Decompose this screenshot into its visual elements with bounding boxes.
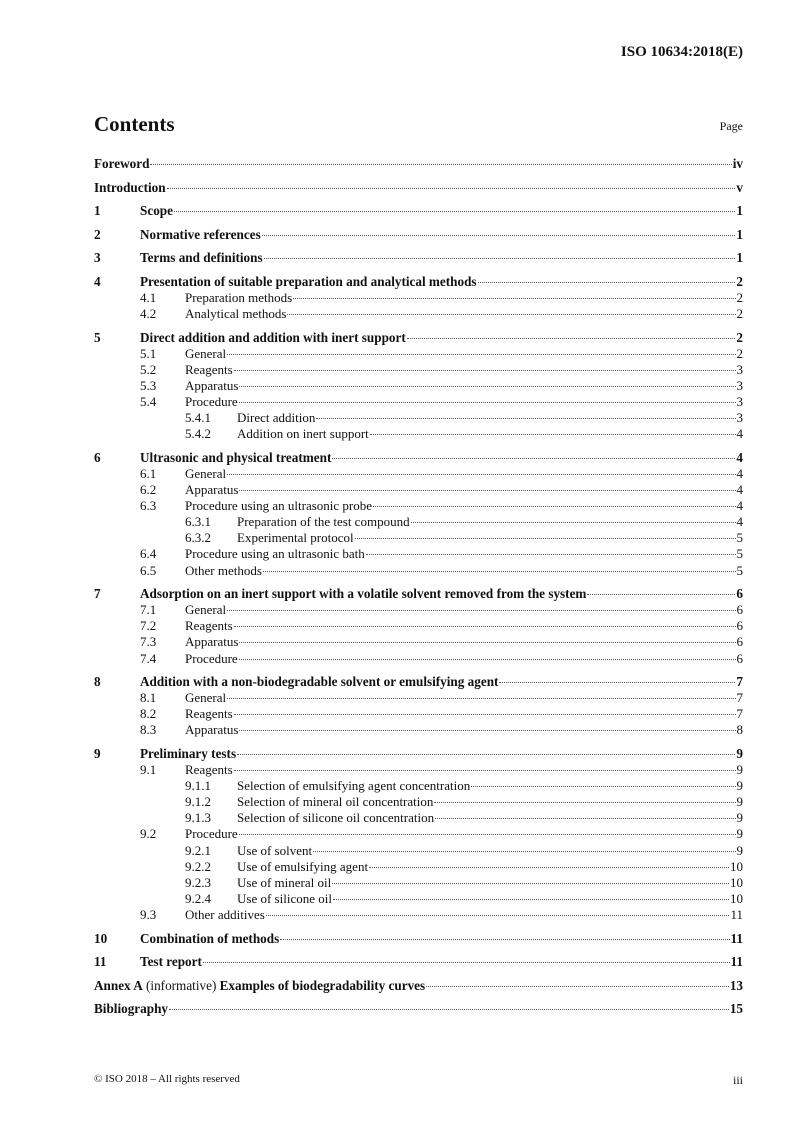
- toc-entry-title: Reagents: [185, 706, 233, 722]
- toc-entry-title: Bibliography: [94, 1001, 169, 1017]
- toc-entry-page: 11: [730, 930, 743, 946]
- toc-entry-number: 9.1.1: [185, 778, 211, 794]
- toc-entry-title: Preliminary tests: [140, 746, 237, 761]
- leader-dots: [239, 402, 736, 403]
- toc-entry-page: 10: [730, 890, 743, 906]
- toc-entry-number: 6.1: [140, 466, 157, 481]
- toc-entry-title: Procedure: [185, 394, 238, 410]
- toc-entry-title: Direct addition and addition with inert support: [140, 329, 406, 345]
- leader-dots: [167, 188, 736, 189]
- toc-entry[interactable]: [94, 618, 743, 634]
- toc-entry[interactable]: [94, 274, 743, 290]
- toc-entry[interactable]: [94, 794, 743, 810]
- leader-dots: [169, 1009, 729, 1010]
- toc-entry-page: 4: [736, 514, 743, 530]
- toc-entry-page: v: [736, 179, 743, 195]
- toc-entry-number: 2: [94, 226, 101, 242]
- toc-entry-title: Adsorption on an inert support with a volatile solvent removed from the system: [140, 586, 587, 602]
- leader-dots: [239, 659, 736, 660]
- leader-dots: [435, 818, 735, 819]
- toc-entry-number: 6.4: [140, 546, 157, 562]
- leader-dots: [333, 899, 729, 900]
- toc-entry-number: 5.4.2: [185, 426, 211, 442]
- toc-entry-number: 9.2.1: [185, 842, 211, 858]
- toc-entry-title: Selection of mineral oil concentration: [237, 794, 434, 810]
- toc-entry-page: 11: [730, 906, 743, 922]
- toc-entry[interactable]: [94, 634, 743, 650]
- toc-entry-title: Addition on inert support: [237, 426, 369, 442]
- toc-entry[interactable]: [94, 762, 743, 778]
- toc-entry-number: 7.1: [140, 602, 157, 618]
- toc-entry-title: Presentation of suitable preparation and analytical methods: [140, 273, 477, 289]
- leader-dots: [366, 554, 736, 555]
- toc-entry-page: 15: [729, 1001, 743, 1017]
- leader-dots: [332, 883, 729, 884]
- leader-dots: [287, 314, 735, 315]
- toc-entry-title: Analytical methods: [185, 306, 287, 322]
- toc-entry[interactable]: [94, 859, 743, 875]
- leader-dots: [411, 522, 736, 523]
- toc-entry-number: 6.2: [140, 482, 157, 498]
- toc-entry-title: Terms and definitions: [140, 250, 263, 266]
- toc-entry-page: 4: [736, 466, 743, 481]
- toc-entry-number: 7.3: [140, 634, 157, 650]
- toc-entry-number: 5: [94, 329, 101, 345]
- leader-dots: [369, 867, 729, 868]
- toc-entry[interactable]: [94, 514, 743, 530]
- toc-entry[interactable]: [94, 426, 743, 442]
- toc-entry-page: 5: [736, 546, 743, 562]
- leader-dots: [239, 642, 735, 643]
- leader-dots: [239, 386, 735, 387]
- toc-entry[interactable]: [94, 875, 743, 891]
- toc-entry-number: 4.2: [140, 306, 157, 322]
- toc-entry-title: Use of solvent: [237, 842, 313, 858]
- leader-dots: [407, 338, 736, 339]
- leader-dots: [237, 754, 735, 755]
- toc-entry-page: 9: [736, 746, 743, 761]
- toc-entry-page: 13: [729, 977, 743, 993]
- toc-entry-note: (informative): [142, 977, 220, 993]
- toc-entry-title: Procedure: [185, 826, 238, 842]
- toc-entry-title: Reagents: [185, 618, 233, 634]
- leader-dots: [266, 915, 730, 916]
- toc-entry-number: 1: [94, 203, 101, 219]
- leader-dots: [355, 538, 736, 539]
- leader-dots: [434, 802, 735, 803]
- leader-dots: [332, 458, 735, 459]
- toc-entry[interactable]: [94, 891, 743, 907]
- leader-dots: [234, 370, 736, 371]
- toc-entry-page: 4: [736, 449, 743, 465]
- toc-entry[interactable]: [94, 290, 743, 306]
- toc-entry-number: 6: [94, 449, 101, 465]
- toc-entry[interactable]: [94, 180, 743, 196]
- toc-entry-number: 4: [94, 273, 101, 289]
- toc-entry-page: 9: [736, 826, 743, 842]
- toc-entry-title: Procedure: [185, 650, 238, 666]
- toc-entry-title: Combination of methods: [140, 930, 280, 946]
- toc-entry[interactable]: [94, 330, 743, 346]
- toc-entry-page: 3: [736, 410, 743, 426]
- toc-entry[interactable]: [94, 746, 743, 762]
- leader-dots: [227, 474, 735, 475]
- toc-entry[interactable]: [94, 394, 743, 410]
- toc-entry-title: General: [185, 466, 227, 481]
- leader-dots: [293, 298, 735, 299]
- toc-entry-number: 9.2: [140, 826, 157, 842]
- toc-entry-number: 9.3: [140, 906, 157, 922]
- toc-entry-page: 8: [736, 722, 743, 738]
- toc-entry-number: 9.1.2: [185, 794, 211, 810]
- toc-entry-page: 2: [736, 329, 743, 345]
- toc-entry[interactable]: [94, 722, 743, 738]
- toc-entry-page: 2: [736, 273, 743, 289]
- table-of-contents: [94, 156, 743, 1017]
- leader-dots: [264, 258, 736, 259]
- leader-dots: [234, 770, 736, 771]
- toc-entry[interactable]: [94, 674, 743, 690]
- toc-entry-number: 10: [94, 930, 108, 946]
- toc-entry-number: 9.1: [140, 762, 157, 778]
- leader-dots: [227, 610, 735, 611]
- toc-entry-prefix: Annex A: [94, 977, 143, 993]
- toc-entry[interactable]: [94, 378, 743, 394]
- toc-entry[interactable]: [94, 706, 743, 722]
- toc-entry-number: 6.5: [140, 562, 157, 578]
- toc-entry[interactable]: [94, 931, 743, 947]
- toc-entry-number: 6.3.1: [185, 514, 211, 530]
- toc-entry-page: 3: [736, 394, 743, 410]
- toc-entry[interactable]: [94, 203, 743, 219]
- toc-entry-title: Other additives: [185, 906, 265, 922]
- toc-entry-title: Selection of emulsifying agent concentration: [237, 778, 471, 794]
- toc-entry[interactable]: [94, 227, 743, 243]
- toc-entry-number: 6.3.2: [185, 530, 211, 546]
- toc-entry-number: 7: [94, 586, 101, 602]
- toc-entry-page: 11: [730, 954, 743, 970]
- toc-entry[interactable]: [94, 690, 743, 706]
- toc-entry-number: 11: [94, 954, 107, 970]
- toc-entry[interactable]: [94, 250, 743, 266]
- leader-dots: [262, 235, 736, 236]
- toc-entry-number: 9.2.4: [185, 890, 211, 906]
- toc-entry-page: 4: [736, 426, 743, 442]
- leader-dots: [471, 786, 735, 787]
- toc-entry-page: 3: [736, 378, 743, 394]
- toc-entry-page: 9: [736, 794, 743, 810]
- toc-entry-page: 10: [730, 874, 743, 890]
- toc-entry[interactable]: [94, 586, 743, 602]
- toc-entry-title: Foreword: [94, 156, 150, 171]
- toc-entry-title: Apparatus: [185, 482, 239, 498]
- toc-entry-page: 7: [736, 706, 743, 722]
- toc-entry-title: Procedure using an ultrasonic probe: [185, 498, 373, 514]
- toc-entry-page: 10: [730, 858, 743, 874]
- toc-entry-title: Apparatus: [185, 634, 239, 650]
- toc-entry-number: 8.3: [140, 722, 157, 738]
- leader-dots: [373, 506, 735, 507]
- toc-entry-title: Direct addition: [237, 410, 316, 426]
- toc-entry-page: 6: [736, 586, 743, 602]
- leader-dots: [587, 594, 735, 595]
- toc-entry-title: Preparation of the test compound: [237, 514, 410, 530]
- page-number: iii: [732, 1073, 743, 1087]
- toc-entry-number: 5.2: [140, 361, 157, 377]
- toc-entry-number: 9.1.3: [185, 810, 211, 826]
- toc-entry-title: Reagents: [185, 361, 233, 377]
- toc-entry[interactable]: [94, 651, 743, 667]
- leader-dots: [426, 986, 729, 987]
- toc-entry-page: 7: [736, 690, 743, 706]
- toc-entry[interactable]: [94, 1001, 743, 1017]
- leader-dots: [316, 418, 735, 419]
- toc-entry[interactable]: [94, 563, 743, 579]
- leader-dots: [313, 851, 735, 852]
- leader-dots: [234, 626, 736, 627]
- toc-entry[interactable]: [94, 778, 743, 794]
- leader-dots: [203, 962, 730, 963]
- toc-entry-title: General: [185, 690, 227, 706]
- leader-dots: [239, 834, 736, 835]
- toc-entry-number: 7.2: [140, 618, 157, 634]
- toc-entry-title: Experimental protocol: [237, 530, 354, 546]
- toc-entry[interactable]: [94, 466, 743, 482]
- toc-entry-number: 9: [94, 746, 101, 761]
- toc-entry-page: 4: [736, 482, 743, 498]
- leader-dots: [280, 939, 729, 940]
- toc-entry-number: 4.1: [140, 290, 157, 306]
- leader-dots: [370, 434, 736, 435]
- toc-entry-title: Ultrasonic and physical treatment: [140, 449, 332, 465]
- toc-entry-title: Procedure using an ultrasonic bath: [185, 546, 365, 562]
- leader-dots: [227, 354, 735, 355]
- toc-entry-page: 5: [736, 562, 743, 578]
- toc-entry-page: 1: [736, 226, 743, 242]
- toc-entry-number: 9.2.3: [185, 874, 211, 890]
- document-id: ISO 10634:2018(E): [620, 44, 743, 60]
- toc-entry-title: Test report: [140, 954, 202, 970]
- copyright-footer: © ISO 2018 – All rights reserved: [94, 1073, 240, 1085]
- toc-entry-page: 2: [736, 306, 743, 322]
- leader-dots: [239, 490, 735, 491]
- toc-entry-title: General: [185, 602, 227, 618]
- toc-entry[interactable]: [94, 546, 743, 562]
- toc-entry-title: Other methods: [185, 562, 262, 578]
- toc-entry-title: Addition with a non-biodegradable solvent or emulsifying agent: [140, 674, 499, 690]
- toc-entry-page: 7: [736, 674, 743, 690]
- toc-entry[interactable]: [94, 530, 743, 546]
- toc-entry-page: 5: [736, 530, 743, 546]
- toc-entry-title: Selection of silicone oil concentration: [237, 810, 435, 826]
- toc-entry-title: General: [185, 345, 227, 361]
- leader-dots: [234, 714, 736, 715]
- page-column-label: Page: [719, 119, 743, 133]
- toc-entry[interactable]: [94, 346, 743, 362]
- toc-entry[interactable]: [94, 306, 743, 322]
- toc-entry-number: 6.3: [140, 498, 157, 514]
- toc-entry-title: Use of mineral oil: [237, 874, 332, 890]
- toc-entry-page: 9: [736, 778, 743, 794]
- toc-entry[interactable]: [94, 954, 743, 970]
- toc-entry[interactable]: [94, 482, 743, 498]
- toc-entry[interactable]: [94, 907, 743, 923]
- toc-entry[interactable]: [94, 843, 743, 859]
- toc-entry-number: 8.2: [140, 706, 157, 722]
- toc-entry-number: 5.3: [140, 378, 157, 394]
- toc-entry-page: 2: [736, 290, 743, 306]
- toc-entry[interactable]: [94, 826, 743, 842]
- toc-entry-number: 5.4.1: [185, 410, 211, 426]
- toc-entry-page: 9: [736, 810, 743, 826]
- toc-entry-page: 6: [736, 634, 743, 650]
- toc-entry-page: 6: [736, 650, 743, 666]
- toc-entry[interactable]: [94, 810, 743, 826]
- toc-entry-title: Normative references: [140, 226, 261, 242]
- toc-entry-title: Apparatus: [185, 378, 239, 394]
- leader-dots: [174, 211, 735, 212]
- toc-entry-number: 3: [94, 250, 101, 266]
- toc-entry-page: 4: [736, 498, 743, 514]
- toc-entry[interactable]: [94, 602, 743, 618]
- toc-entry-page: 9: [736, 842, 743, 858]
- page-title: Contents: [94, 112, 175, 136]
- toc-entry-page: 9: [736, 762, 743, 778]
- toc-entry[interactable]: [94, 450, 743, 466]
- leader-dots: [239, 730, 735, 731]
- toc-entry-number: 5.4: [140, 394, 157, 410]
- toc-entry[interactable]: [94, 156, 743, 172]
- toc-entry-page: iv: [732, 156, 743, 171]
- leader-dots: [227, 698, 735, 699]
- toc-entry-page: 6: [736, 618, 743, 634]
- toc-entry-title: Scope: [140, 203, 173, 219]
- toc-entry-title: Use of silicone oil: [237, 890, 332, 906]
- toc-entry-page: 3: [736, 361, 743, 377]
- leader-dots: [263, 571, 736, 572]
- toc-entry-page: 1: [736, 203, 743, 219]
- leader-dots: [478, 282, 736, 283]
- toc-entry[interactable]: [94, 410, 743, 426]
- toc-entry-number: 9.2.2: [185, 858, 211, 874]
- toc-entry-page: 2: [736, 345, 743, 361]
- toc-entry-title: [94, 978, 425, 994]
- toc-entry-page: 1: [736, 250, 743, 266]
- toc-entry-number: 5.1: [140, 345, 157, 361]
- toc-entry-title: Reagents: [185, 762, 233, 778]
- toc-entry[interactable]: [94, 362, 743, 378]
- toc-entry-number: 8.1: [140, 690, 157, 706]
- toc-entry[interactable]: [94, 498, 743, 514]
- toc-entry-title: Preparation methods: [185, 290, 293, 306]
- toc-entry-number: 7.4: [140, 650, 157, 666]
- toc-entry-page: 6: [736, 602, 743, 618]
- toc-entry[interactable]: [94, 978, 743, 994]
- toc-entry-title: Apparatus: [185, 722, 239, 738]
- toc-entry-title: Use of emulsifying agent: [237, 858, 369, 874]
- toc-entry-number: 8: [94, 674, 101, 690]
- leader-dots: [150, 164, 731, 165]
- leader-dots: [499, 682, 735, 683]
- toc-entry-text: Examples of biodegradability curves: [219, 977, 426, 993]
- toc-entry-title: Introduction: [94, 179, 166, 195]
